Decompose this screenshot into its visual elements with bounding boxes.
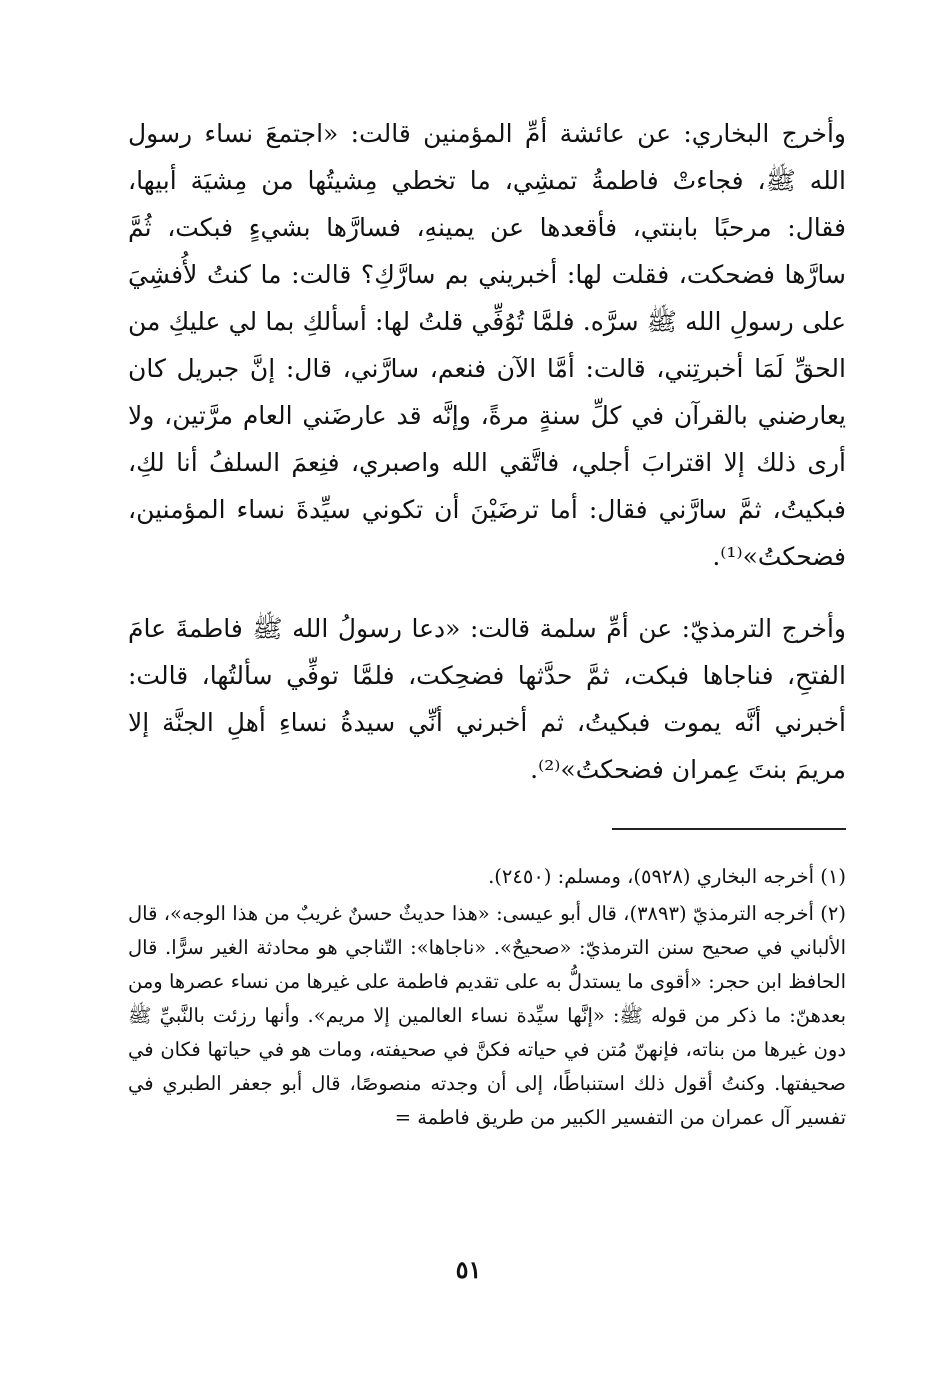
footnote-1-number: (١) [820,865,846,888]
footnote-1 [128,860,846,894]
main-paragraph-1: وأخرج البخاري: عن عائشة أمِّ المؤمنين قالت: «اجتمعَ نساء رسول الله ﷺ، فجاءتْ فاطمةُ تمشِي، ما تخطي مِشيتُها من مِشيَة أبيها، فقال: مرحبًا بابنتي، فأقعدها عن يمينهِ، فسارَّها بشيءٍ فبكت، ثُمَّ سارَّها فضحكت، فقلت لها: أخبريني بم سارَّكِ؟ قالت: ما كنتُ لأُفشِيَ على رسولِ الله ﷺ سرَّه. فلمَّا تُوُفِّي قلتُ لها: أسألكِ بما لي عليكِ من الحقِّ لَمَا أخبرتِني، قالت: أمَّا الآن فنعم، سارَّني، قال: إنَّ جبريل كان يعارضني بالقرآن في كلِّ سنةٍ مرةً، وإنَّه قد عارضَني العام مرَّتين، ولا أرى ذلك إلا اقترابَ أجلي، فاتَّقي الله واصبري، فنِعمَ السلفُ أنا لكِ، فبكيتُ، ثمَّ سارَّني فقال: أما ترضَيْنَ أن تكوني سيِّدةَ نساء المؤمنين، فضحكتُ»⁽¹⁾. [128,119,846,571]
footnote-2 [128,897,846,1135]
footnotes-section [128,860,846,1138]
footnote-1-text: أخرجه البخاري (٥٩٢٨)، ومسلم: (٢٤٥٠). [488,865,815,888]
footnote-divider [612,828,846,830]
footnote-2-number: (٢) [820,902,846,925]
main-paragraph-2: وأخرج الترمذيّ: عن أمِّ سلمة قالت: «دعا رسولُ الله ﷺ فاطمةَ عامَ الفتحِ، فناجاها فبكت، ثمَّ حدَّثها فضحِكت، فلمَّا توفِّي سألتُها، قالت: أخبرني أنَّه يموت فبكيتُ، ثم أخبرني أنِّي سيدةُ نساءِ أهلِ الجنَّة إلا مريمَ بنتَ عِمران فضحكتُ»⁽²⁾. [128,614,846,784]
page-number: ٥١ [455,1255,482,1284]
footnote-2-text: أخرجه الترمذيّ (٣٨٩٣)، قال أبو عيسى: «هذا حديثٌ حسنٌ غريبٌ من هذا الوجه»، قال الألباني في صحيح سنن الترمذيّ: «صحيحٌ». «ناجاها»: التّناجي هو محادثة الغير سرًّا. قال الحافظ ابن حجر: «أقوى ما يستدلُّ به على تقديم فاطمة على غيرها من نساء عصرها ومن بعدهنّ: ما ذكر من قوله ﷺ: «إنَّها سيِّدة نساء العالمين إلا مريم». وأنها رزئت بالنَّبيِّ ﷺ دون غيرها من بناته، فإنهنّ مُتن في حياته فكنَّ في صحيفته، ومات هو في حياتها فكان في صحيفتها. وكنتُ أقول ذلك استنباطًا، إلى أن وجدته منصوصًا، قال أبو جعفر الطبري في تفسير آل عمران من التفسير الكبير من طريق فاطمة = [128,902,846,1129]
